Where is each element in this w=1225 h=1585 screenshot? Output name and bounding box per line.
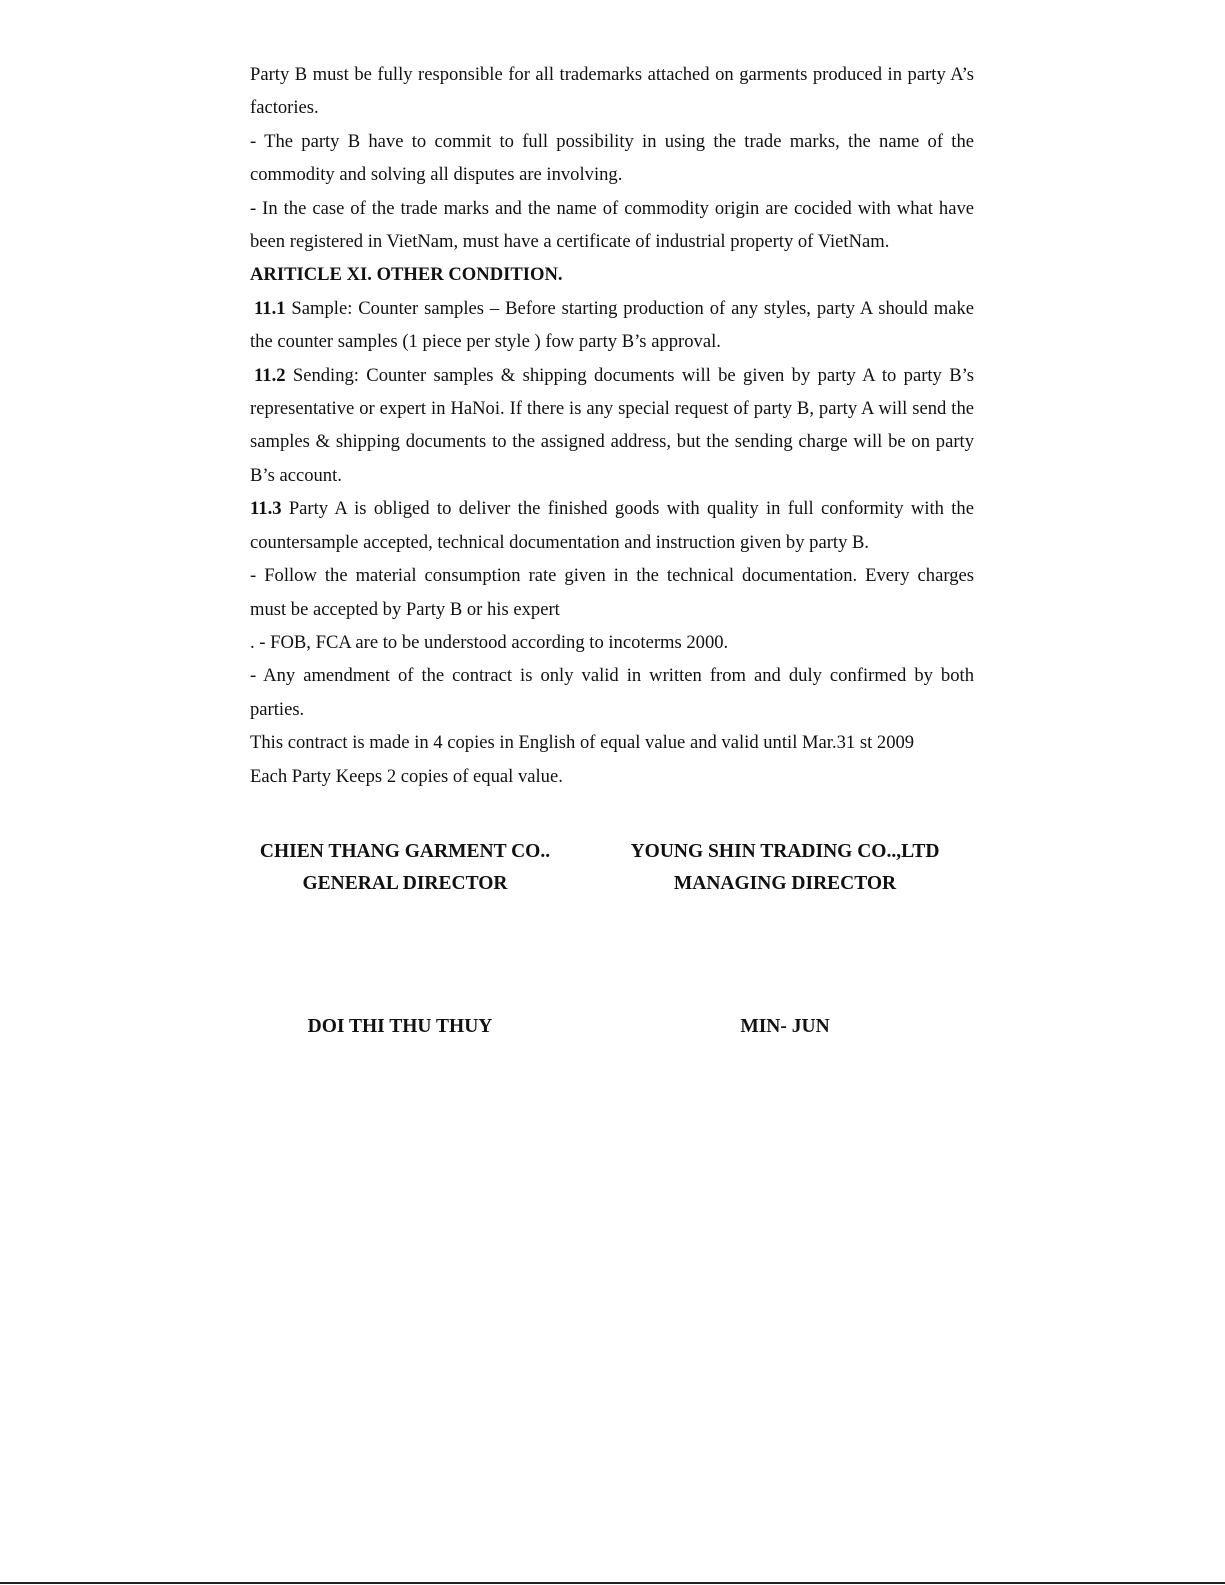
paragraph-trademark-responsibility: Party B must be fully responsible for all trademarks attached on garments produced in party A’s factories. (250, 64, 974, 119)
section-11-3 (250, 492, 974, 559)
article-heading: ARITICLE XI. OTHER CONDITION. (250, 264, 563, 286)
section-11-1 (250, 292, 974, 359)
party-a-title: GENERAL DIRECTOR (302, 873, 508, 894)
party-a-company: CHIEN THANG GARMENT CO.. (259, 841, 551, 862)
section-text: Party A is obliged to deliver the finished goods with quality in full conformity with the countersample accepted, technical documentation and instruction given by party B. (250, 498, 974, 553)
paragraph-trademark-commitment: - The party B have to commit to full possibility in using the trade marks, the name of the commodity and solving all disputes are involving. (250, 130, 974, 186)
page-bottom-border (0, 1582, 1225, 1584)
paragraph-each-party: Each Party Keeps 2 copies of equal value. (250, 765, 563, 787)
party-a-signatory-name: DOI THI THU THUY (307, 1016, 493, 1037)
section-number: 11.2 (254, 364, 286, 386)
section-text: Sample: Counter samples – Before starting production of any styles, party A should make the counter samples (1 piece per style ) fow party B’s approval. (250, 297, 974, 353)
party-b-title: MANAGING DIRECTOR (673, 873, 897, 894)
paragraph-amendment: - Any amendment of the contract is only valid in written from and duly confirmed by both parties. (250, 665, 974, 720)
section-number: 11.3 (250, 498, 282, 520)
section-text: Sending: Counter samples & shipping documents will be given by party A to party B’s representative or expert in HaNoi. If there is any special request of party B, party A will send the samples & shipping documents to the assigned address, but the sending charge will be on party B’s account. (250, 364, 974, 486)
paragraph-copies: This contract is made in 4 copies in English of equal value and valid until Mar.31 st 2009 (250, 732, 915, 754)
party-b-company: YOUNG SHIN TRADING CO..,LTD (630, 841, 940, 862)
party-b-signatory-name: MIN- JUN (740, 1016, 830, 1037)
paragraph-material-consumption: - Follow the material consumption rate given in the technical documentation. Every charges must be accepted by Party B or his expert (250, 565, 974, 620)
section-11-2 (250, 359, 974, 493)
contract-body (250, 58, 974, 793)
paragraph-trademark-registration: - In the case of the trade marks and the name of commodity origin are cocided with what have been registered in VietNam, must have a certificate of industrial property of VietNam. (250, 197, 974, 253)
section-number: 11.1 (254, 297, 286, 319)
paragraph-incoterms: . - FOB, FCA are to be understood according to incoterms 2000. (250, 631, 729, 653)
